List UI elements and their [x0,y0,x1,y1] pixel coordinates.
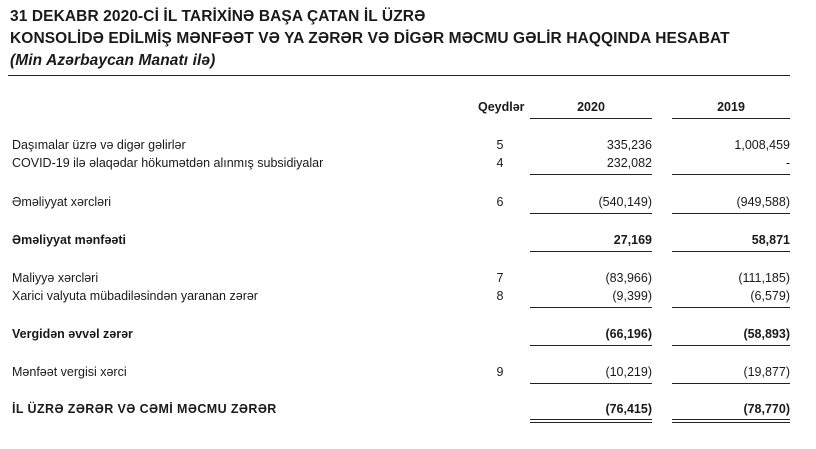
row-label: Vergidən əvvəl zərər [12,327,133,341]
row-value-2019: 1,008,459 [734,138,790,152]
column-header-2020: 2020 [577,100,605,114]
row-note: 6 [496,195,504,209]
row-value-2020: (10,219) [605,365,652,379]
row-operating-expenses [0,195,816,211]
row-note: 5 [496,138,504,152]
subtotal-rule-2019 [672,307,790,308]
row-loss-before-tax [0,327,816,343]
row-note: 4 [496,156,504,170]
row-note: 7 [496,271,504,285]
subtotal-rule-2019 [672,174,790,175]
row-label: COVID-19 ilə əlaqədar hökumətdən alınmış subsidiyalar [12,156,324,170]
row-label: İL ÜZRƏ ZƏRƏR VƏ CƏMİ MƏCMU ZƏRƏR [12,402,277,416]
row-value-2020: (540,149) [598,195,652,209]
row-label: Əməliyyat xərcləri [12,195,112,209]
row-value-2019: (111,185) [738,271,790,285]
row-fx-loss [0,289,816,305]
row-value-2020: 27,169 [613,233,652,247]
subtotal-rule-2020 [530,345,652,346]
row-value-2019: (78,770) [743,402,790,416]
header-underline-2020 [530,118,652,119]
total-double-rule-2020 [530,419,652,423]
column-header-2019: 2019 [717,100,745,114]
row-revenue [0,138,816,154]
row-value-2019: (58,893) [743,327,790,341]
subtotal-rule-2020 [530,251,652,252]
report-title-line-2: KONSOLİDƏ EDİLMİŞ MƏNFƏƏT VƏ YA ZƏRƏR VƏ DİGƏR MƏCMU GƏLİR HAQQINDA HESABAT [10,30,730,47]
row-label: Əməliyyat mənfəəti [12,233,126,247]
subtotal-rule-2020 [530,383,652,384]
row-label: Mənfəət vergisi xərci [12,365,127,379]
subtotal-rule-2019 [672,345,790,346]
row-value-2020: 232,082 [606,156,652,170]
subtotal-rule-2020 [530,174,652,175]
row-value-2019: 58,871 [751,233,790,247]
row-income-tax [0,365,816,381]
report-title-line-1: 31 DEKABR 2020-Cİ İL TARİXİNƏ BAŞA ÇATAN İL ÜZRƏ [10,8,426,25]
subtotal-rule-2019 [672,251,790,252]
row-label: Daşımalar üzrə və digər gəlirlər [12,138,186,152]
row-operating-profit [0,233,816,249]
header-underline-2019 [672,118,790,119]
row-value-2019: (6,579) [750,289,790,303]
row-note: 8 [496,289,504,303]
row-note: 9 [496,365,504,379]
row-value-2020: (9,399) [612,289,652,303]
title-divider [8,75,790,76]
subtotal-rule-2020 [530,307,652,308]
total-double-rule-2019 [672,419,790,423]
row-total-comprehensive-loss [0,402,816,418]
column-header-notes: Qeydlər [478,100,525,114]
row-value-2020: (76,415) [605,402,652,416]
row-value-2019: - [785,156,790,170]
subtotal-rule-2019 [672,213,790,214]
row-value-2019: (19,877) [743,365,790,379]
report-subtitle: (Min Azərbaycan Manatı ilə) [10,52,216,69]
row-covid-subsidies [0,156,816,172]
row-finance-costs [0,271,816,287]
row-label: Maliyyə xərcləri [12,271,99,285]
subtotal-rule-2020 [530,213,652,214]
row-value-2020: (66,196) [605,327,652,341]
row-value-2020: (83,966) [605,271,652,285]
row-value-2019: (949,588) [736,195,790,209]
row-value-2020: 335,236 [606,138,652,152]
subtotal-rule-2019 [672,383,790,384]
row-label: Xarici valyuta mübadiləsindən yaranan zərər [12,289,258,303]
